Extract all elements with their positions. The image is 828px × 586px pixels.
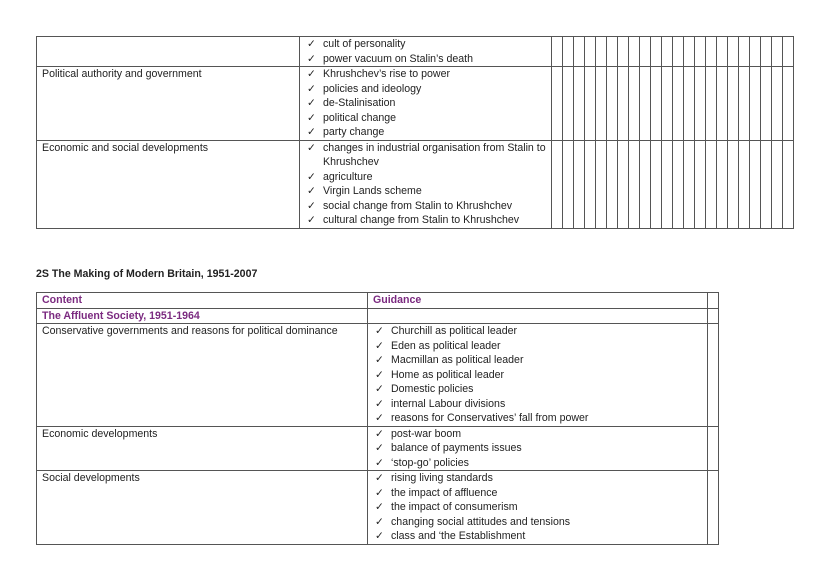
guidance-item: ✓ changing social attitudes and tensions [373, 515, 702, 530]
guidance-item: ✓ Churchill as political leader [373, 324, 702, 339]
guidance-list [373, 427, 702, 471]
table-row [37, 67, 794, 141]
tick-box-cell [717, 67, 728, 141]
tick-box-cell [651, 140, 662, 228]
guidance-item: ✓ class and ‘the Establishment [373, 529, 702, 544]
table-row [37, 324, 719, 427]
tick-box-cell [552, 140, 563, 228]
tick-box-cell [684, 37, 695, 67]
table-row [37, 37, 794, 67]
tick-box-cell [706, 140, 717, 228]
tick-box-cell [717, 140, 728, 228]
tick-box-cell [563, 37, 574, 67]
guidance-item: ✓ power vacuum on Stalin’s death [305, 52, 546, 67]
guidance-item: ✓ cult of personality [305, 37, 546, 52]
tick-box-cell [629, 140, 640, 228]
guidance-list [373, 471, 702, 544]
guidance-header: Guidance [368, 293, 708, 309]
guidance-cell [368, 324, 708, 427]
guidance-item: ✓ the impact of affluence [373, 486, 702, 501]
guidance-item: ✓ cultural change from Stalin to Khrushchev [305, 213, 546, 228]
tick-box-cell [695, 67, 706, 141]
guidance-item: ✓ Macmillan as political leader [373, 353, 702, 368]
guidance-item: ✓ Domestic policies [373, 382, 702, 397]
guidance-list [305, 141, 546, 228]
tick-box-cell [717, 37, 728, 67]
tick-box-cell [640, 140, 651, 228]
guidance-item: ✓ party change [305, 125, 546, 140]
tick-box-cell [728, 140, 739, 228]
content-cell: Economic and social developments [37, 140, 300, 228]
tick-box-cell [640, 67, 651, 141]
tick-box-cell [772, 67, 783, 141]
tick-box-cell [673, 37, 684, 67]
tick-box-cell [772, 140, 783, 228]
guidance-item: ✓ Virgin Lands scheme [305, 184, 546, 199]
tick-box-cell [629, 67, 640, 141]
content-cell: Social developments [37, 471, 368, 545]
guidance-list [305, 67, 546, 140]
tick-box-cell [607, 140, 618, 228]
table-row [37, 140, 794, 228]
content-header: Content [37, 293, 368, 309]
guidance-item: ✓ ‘stop-go’ policies [373, 456, 702, 471]
guidance-item: ✓ Eden as political leader [373, 339, 702, 354]
tick-box-cell [607, 67, 618, 141]
tick-box-cell [563, 140, 574, 228]
tick-box-cell [750, 140, 761, 228]
tick-box-cell [750, 37, 761, 67]
tick-box-cell [761, 140, 772, 228]
tick-box-cell [618, 140, 629, 228]
tick-box-cell [761, 67, 772, 141]
guidance-item: ✓ post-war boom [373, 427, 702, 442]
tick-box-cell [563, 67, 574, 141]
tick-box-cell [596, 67, 607, 141]
tick-box-cell [783, 37, 794, 67]
tick-box-cell [772, 37, 783, 67]
tick-box-cell [739, 37, 750, 67]
tick-box-cell [684, 140, 695, 228]
guidance-item: ✓ changes in industrial organisation from Stalin to Khrushchev [305, 141, 546, 170]
guidance-item: ✓ the impact of consumerism [373, 500, 702, 515]
tick-box-cell [629, 37, 640, 67]
tick-box-cell [574, 67, 585, 141]
guidance-item: ✓ policies and ideology [305, 82, 546, 97]
table-row [37, 426, 719, 471]
tick-box-cell [739, 140, 750, 228]
tick-box-cell [750, 67, 761, 141]
tick-box-cell [585, 37, 596, 67]
specification-table-1 [36, 36, 794, 229]
tick-box-cell [673, 67, 684, 141]
tick-box-cell [596, 140, 607, 228]
content-cell: Political authority and government [37, 67, 300, 141]
tick-box-cell [783, 67, 794, 141]
tick-box-cell [552, 67, 563, 141]
guidance-cell [300, 140, 552, 228]
tick-box-cell [728, 67, 739, 141]
tick-box-cell [596, 37, 607, 67]
tick-box-cell [585, 67, 596, 141]
tick-box-cell [708, 471, 719, 545]
tick-box-cell [728, 37, 739, 67]
guidance-list [373, 324, 702, 426]
tick-box-cell [607, 37, 618, 67]
subheading: The Affluent Society, 1951-1964 [37, 308, 368, 324]
tick-box-cell [585, 140, 596, 228]
tick-box-cell [695, 140, 706, 228]
guidance-cell [368, 471, 708, 545]
tick-box-cell [706, 67, 717, 141]
specification-table-2 [36, 292, 719, 545]
tick-box-cell [640, 37, 651, 67]
guidance-item: ✓ Khrushchev’s rise to power [305, 67, 546, 82]
tick-box-cell [662, 140, 673, 228]
content-cell [37, 37, 300, 67]
tick-box-cell [662, 67, 673, 141]
section-title: 2S The Making of Modern Britain, 1951-2007 [36, 268, 258, 280]
tick-box-cell [708, 426, 719, 471]
guidance-cell [368, 426, 708, 471]
guidance-cell [300, 67, 552, 141]
tick-box-cell [552, 37, 563, 67]
tick-box-cell [684, 67, 695, 141]
tick-box-cell [761, 37, 772, 67]
tick-box-cell [618, 67, 629, 141]
header-row [37, 293, 719, 309]
guidance-item: ✓ internal Labour divisions [373, 397, 702, 412]
tick-box-cell [783, 140, 794, 228]
tick-box-cell [708, 324, 719, 427]
guidance-item: ✓ de-Stalinisation [305, 96, 546, 111]
guidance-item: ✓ rising living standards [373, 471, 702, 486]
content-cell: Conservative governments and reasons for political dominance [37, 324, 368, 427]
guidance-item: ✓ political change [305, 111, 546, 126]
tick-box-cell [706, 37, 717, 67]
tick-box-cell [673, 140, 684, 228]
tick-box-cell [574, 37, 585, 67]
guidance-item: ✓ agriculture [305, 170, 546, 185]
tick-box-cell [618, 37, 629, 67]
tick-box-cell [695, 37, 706, 67]
table-row [37, 471, 719, 545]
guidance-item: ✓ Home as political leader [373, 368, 702, 383]
tick-box-cell [574, 140, 585, 228]
tick-box-cell [651, 37, 662, 67]
guidance-item: ✓ balance of payments issues [373, 441, 702, 456]
guidance-cell [300, 37, 552, 67]
guidance-item: ✓ social change from Stalin to Khrushchev [305, 199, 546, 214]
guidance-list [305, 37, 546, 66]
guidance-item: ✓ reasons for Conservatives’ fall from power [373, 411, 702, 426]
subheading-row [37, 308, 719, 324]
content-cell: Economic developments [37, 426, 368, 471]
tick-box-cell [651, 67, 662, 141]
tick-box-cell [739, 67, 750, 141]
tick-box-cell [662, 37, 673, 67]
